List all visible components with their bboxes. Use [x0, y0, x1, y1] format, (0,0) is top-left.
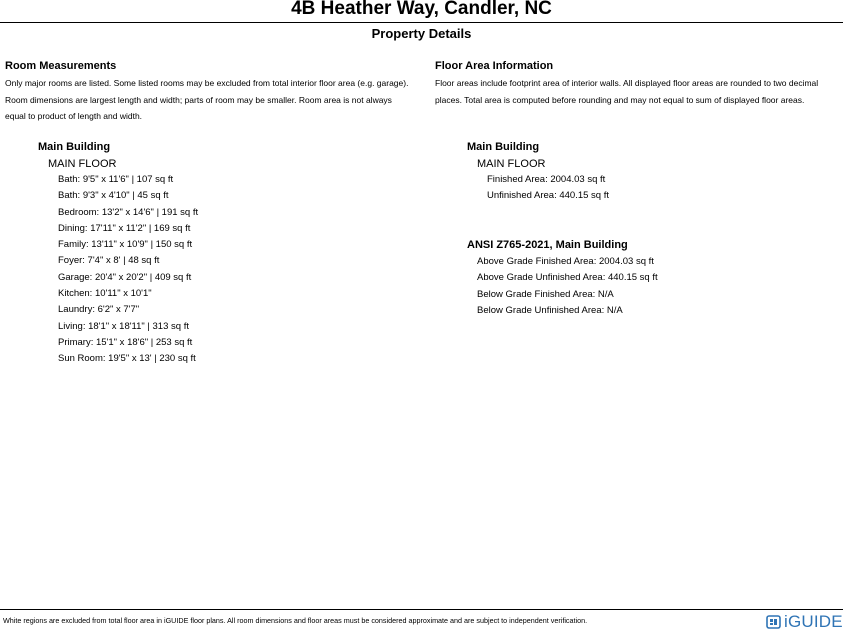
- list-item: Bath: 9'3" x 4'10" | 45 sq ft: [58, 190, 169, 202]
- list-item: Bedroom: 13'2" x 14'6" | 191 sq ft: [58, 206, 199, 218]
- list-item: Unfinished Area: 440.15 sq ft: [487, 190, 609, 202]
- list-item: Above Grade Unfinished Area: 440.15 sq ft: [477, 272, 658, 284]
- footer-disclaimer: White regions are excluded from total floor area in iGUIDE floor plans. All room dimensions and floor areas must be considered approximate and are subject to independent verification.: [3, 616, 588, 625]
- list-item: Sun Room: 19'5" x 13' | 230 sq ft: [58, 353, 196, 365]
- list-item: Finished Area: 2004.03 sq ft: [487, 174, 606, 185]
- floor-building-heading: Main Building: [467, 141, 540, 153]
- floor-level-heading: MAIN FLOOR: [477, 158, 546, 170]
- list-item: Kitchen: 10'11" x 10'1": [58, 288, 152, 300]
- floor-area-list: [487, 172, 609, 205]
- room-building-heading: Main Building: [38, 141, 111, 153]
- list-item: Primary: 15'1" x 18'6" | 253 sq ft: [58, 336, 193, 348]
- list-item: Above Grade Finished Area: 2004.03 sq ft: [477, 256, 654, 267]
- room-list: [58, 172, 198, 368]
- room-measurements-note: Only major rooms are listed. Some listed rooms may be excluded from total interior floor area (e.g. garage). Room dimensions are largest length and width; parts of room may be smaller. Room area is not always equal to product of length and width.: [5, 78, 409, 121]
- floor-area-title: Floor Area Information: [435, 60, 554, 72]
- logo-text: iGUIDE: [784, 612, 843, 631]
- list-item: Bath: 9'5" x 11'6" | 107 sq ft: [58, 174, 174, 185]
- list-item: Below Grade Finished Area: N/A: [477, 288, 614, 300]
- iguide-logo: [766, 612, 843, 632]
- list-item: Dining: 17'11" x 11'2" | 169 sq ft: [58, 222, 191, 234]
- list-item: Laundry: 6'2" x 7'7": [58, 304, 140, 316]
- floor-area-note: Floor areas include footprint area of interior walls. All displayed floor areas are rounded to two decimal places. Total area is computed before rounding and may not equal to sum of displayed floor areas.: [435, 78, 819, 105]
- page-title: 4B Heather Way, Candler, NC: [291, 0, 552, 19]
- page-subtitle: Property Details: [371, 26, 472, 41]
- list-item: Garage: 20'4" x 20'2" | 409 sq ft: [58, 271, 192, 283]
- list-item: Below Grade Unfinished Area: N/A: [477, 304, 623, 316]
- ansi-list: [477, 254, 658, 319]
- ansi-heading: ANSI Z765-2021, Main Building: [467, 239, 628, 251]
- room-floor-heading: MAIN FLOOR: [48, 158, 117, 170]
- iguide-logo-icon: [766, 614, 782, 630]
- footer-divider: [0, 609, 843, 610]
- title-divider: [0, 22, 843, 23]
- list-item: Family: 13'11" x 10'9" | 150 sq ft: [58, 239, 193, 251]
- list-item: Living: 18'1" x 18'11" | 313 sq ft: [58, 320, 189, 332]
- list-item: Foyer: 7'4" x 8' | 48 sq ft: [58, 255, 160, 267]
- room-measurements-title: Room Measurements: [5, 60, 117, 72]
